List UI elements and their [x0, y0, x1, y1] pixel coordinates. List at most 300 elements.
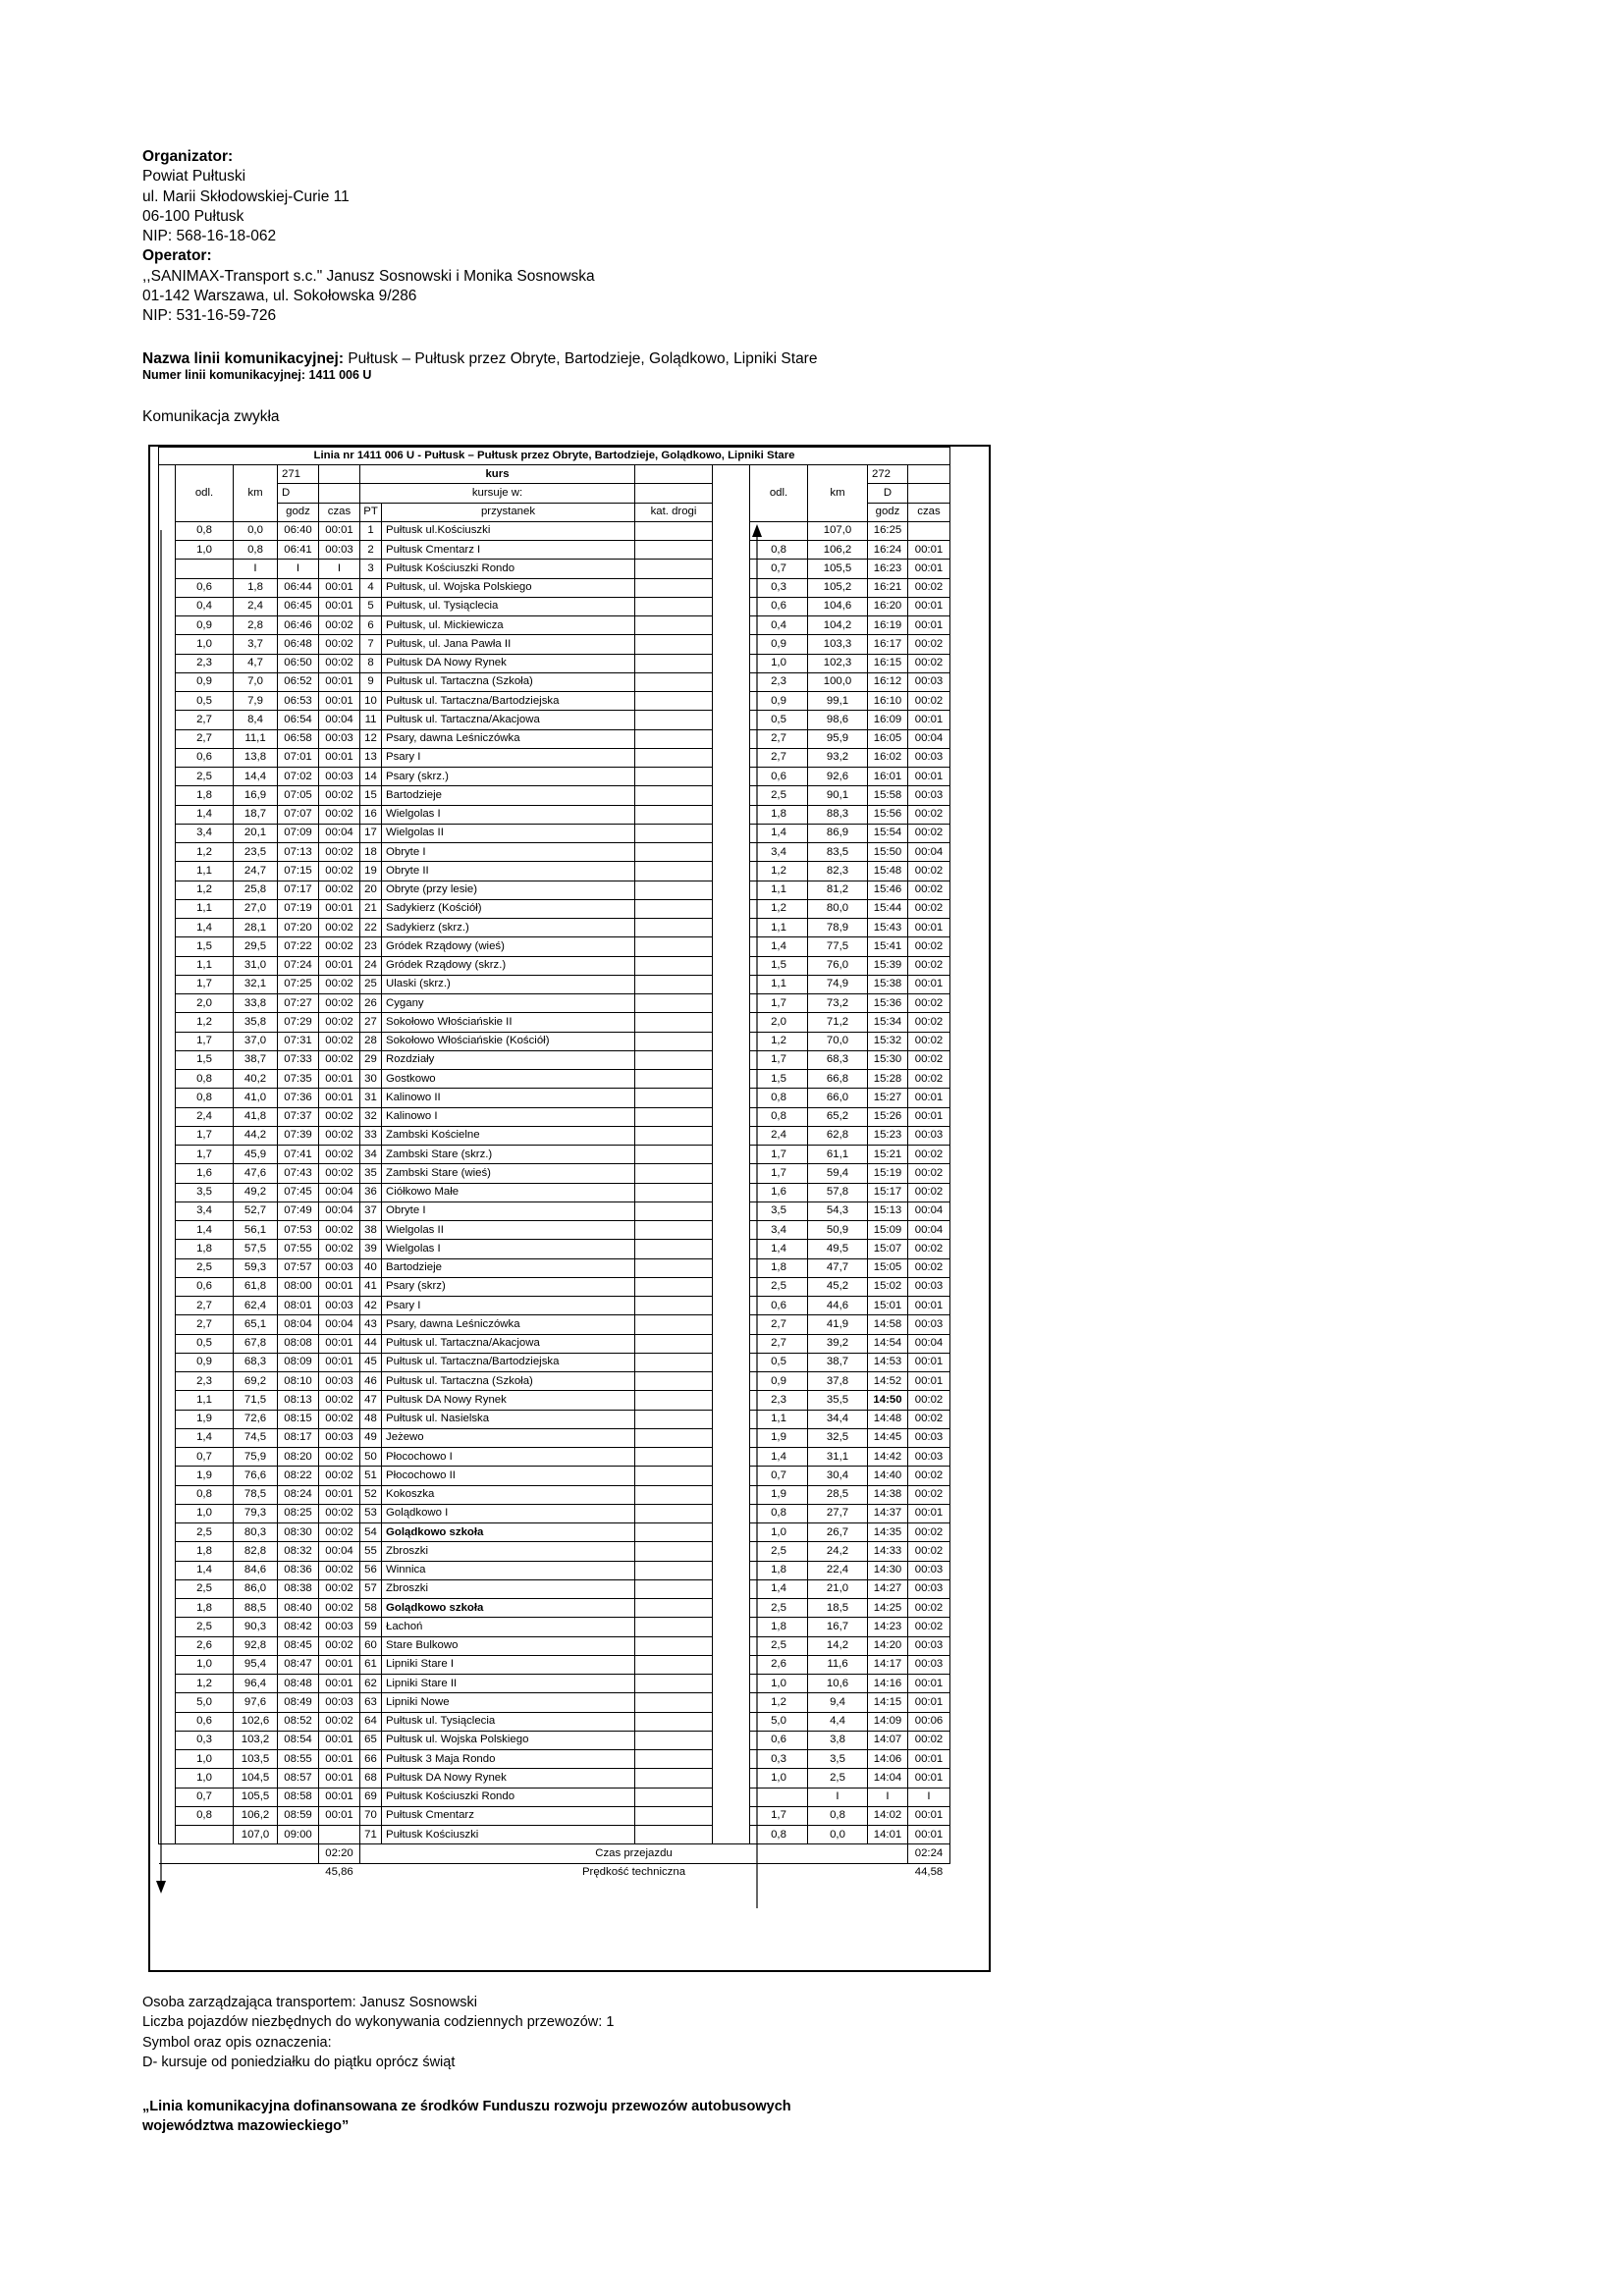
operator-line: 01-142 Warszawa, ul. Sokołowska 9/286 — [142, 288, 417, 305]
cell-odl: 1,0 — [176, 635, 234, 654]
stop-row — [159, 1599, 950, 1618]
cell-czas: 00:02 — [319, 1448, 360, 1467]
cell-kat-drogi — [635, 1277, 713, 1296]
cell-godz: 07:07 — [278, 805, 319, 824]
spacer — [713, 654, 750, 672]
cell-godz-return: 16:05 — [868, 729, 908, 748]
cell-godz: 08:45 — [278, 1636, 319, 1655]
cell-odl: 1,2 — [176, 1675, 234, 1693]
spacer — [713, 1467, 750, 1485]
cell-odl-return: 1,1 — [750, 975, 808, 993]
cell-czas-return: 00:04 — [908, 1201, 950, 1220]
cell-stop-name: Pułtusk, ul. Mickiewicza — [382, 616, 635, 635]
spacer — [713, 1221, 750, 1240]
header-kurs: kurs — [360, 465, 635, 484]
cell-czas-return: 00:03 — [908, 1315, 950, 1334]
cell-stop-name: Psary (skrz.) — [382, 768, 635, 786]
cell-stop-name: Lipniki Nowe — [382, 1693, 635, 1712]
line-number: Numer linii komunikacyjnej: 1411 006 U — [142, 368, 372, 382]
cell-czas: 00:01 — [319, 748, 360, 767]
cell-odl-return: 0,6 — [750, 1731, 808, 1749]
cell-godz: 06:40 — [278, 521, 319, 540]
cell-km: 38,7 — [234, 1050, 278, 1069]
spacer — [713, 1258, 750, 1277]
cell-stop-name: Kokoszka — [382, 1485, 635, 1504]
stop-row — [159, 805, 950, 824]
cell-pt: 39 — [360, 1240, 382, 1258]
cell-pt: 8 — [360, 654, 382, 672]
stop-row — [159, 1731, 950, 1749]
cell-odl: 0,8 — [176, 1485, 234, 1504]
cell-km: 37,0 — [234, 1032, 278, 1050]
spacer — [713, 1599, 750, 1618]
cell-godz-return: 15:44 — [868, 899, 908, 918]
cell-km: 32,1 — [234, 975, 278, 993]
cell-odl-return: 1,5 — [750, 1070, 808, 1089]
cell-godz: 07:53 — [278, 1221, 319, 1240]
cell-czas-return: 00:02 — [908, 1258, 950, 1277]
cell-stop-name: Płocochowo II — [382, 1467, 635, 1485]
cell-czas-return: 00:02 — [908, 1240, 950, 1258]
spacer — [713, 1107, 750, 1126]
line-name-label: Nazwa linii komunikacyjnej: — [142, 350, 345, 367]
cell-godz: 08:22 — [278, 1467, 319, 1485]
cell-odl-return: 3,5 — [750, 1201, 808, 1220]
cell-czas: 00:01 — [319, 1089, 360, 1107]
organizer-line: Powiat Pułtuski — [142, 168, 246, 186]
cell-czas: 00:01 — [319, 1769, 360, 1788]
cell-pt: 45 — [360, 1353, 382, 1371]
spacer — [713, 1032, 750, 1050]
cell-odl-return: 2,3 — [750, 1391, 808, 1410]
cell-km: 84,6 — [234, 1561, 278, 1579]
cell-km: 107,0 — [234, 1826, 278, 1844]
timetable — [158, 447, 950, 1882]
cell-godz: 07:43 — [278, 1164, 319, 1183]
spacer — [713, 672, 750, 691]
cell-kat-drogi — [635, 805, 713, 824]
cell-godz-return: 14:16 — [868, 1675, 908, 1693]
cell-pt: 46 — [360, 1372, 382, 1391]
cell-czas: 00:02 — [319, 635, 360, 654]
spacer — [713, 1788, 750, 1806]
stop-row — [159, 1258, 950, 1277]
cell-godz: 08:01 — [278, 1297, 319, 1315]
cell-godz: 06:45 — [278, 597, 319, 615]
cell-godz-return: 14:20 — [868, 1636, 908, 1655]
spacer — [159, 503, 176, 521]
cell-czas: 00:02 — [319, 975, 360, 993]
cell-km-return: 73,2 — [808, 994, 868, 1013]
cell-stop-name: Winnica — [382, 1561, 635, 1579]
cell-odl-return: 0,8 — [750, 1504, 808, 1522]
cell-odl-return: 2,4 — [750, 1126, 808, 1145]
cell-czas-return: 00:02 — [908, 1070, 950, 1089]
header-czas-return: czas — [908, 503, 950, 521]
cell-km: 4,7 — [234, 654, 278, 672]
cell-km: 79,3 — [234, 1504, 278, 1522]
cell-czas: 00:04 — [319, 1201, 360, 1220]
cell-stop-name: Golądkowo I — [382, 1504, 635, 1522]
cell-kat-drogi — [635, 768, 713, 786]
cell-czas: 00:02 — [319, 1013, 360, 1032]
cell-godz-return: 14:40 — [868, 1467, 908, 1485]
spacer — [713, 597, 750, 615]
cell-czas-return: 00:02 — [908, 578, 950, 597]
cell-odl-return: 0,5 — [750, 1353, 808, 1371]
cell-km-return: 38,7 — [808, 1353, 868, 1371]
cell-godz-return: 15:36 — [868, 994, 908, 1013]
cell-km-return: 82,3 — [808, 862, 868, 881]
spacer — [713, 1712, 750, 1731]
cell-km: 27,0 — [234, 899, 278, 918]
cell-km: 33,8 — [234, 994, 278, 1013]
cell-godz-return: 14:54 — [868, 1334, 908, 1353]
cell-stop-name: Sokołowo Włościańskie (Kościół) — [382, 1032, 635, 1050]
cell-godz-return: 15:38 — [868, 975, 908, 993]
cell-km-return: 47,7 — [808, 1258, 868, 1277]
cell-czas: 00:02 — [319, 1126, 360, 1145]
cell-km-return: 95,9 — [808, 729, 868, 748]
cell-odl-return: 2,7 — [750, 748, 808, 767]
cell-stop-name: Pułtusk ul. Tartaczna/Akacjowa — [382, 1334, 635, 1353]
cell-czas: 00:01 — [319, 1485, 360, 1504]
cell-km-return: 21,0 — [808, 1579, 868, 1598]
cell-odl: 0,8 — [176, 1806, 234, 1825]
cell-godz: 07:13 — [278, 843, 319, 862]
speed-left: 45,86 — [319, 1863, 360, 1882]
cell-czas: 00:03 — [319, 1297, 360, 1315]
stop-row — [159, 1655, 950, 1674]
cell-stop-name: Ulaski (skrz.) — [382, 975, 635, 993]
cell-pt: 2 — [360, 541, 382, 560]
cell-czas-return: 00:02 — [908, 1183, 950, 1201]
stop-row — [159, 1050, 950, 1069]
cell-czas-return: 00:01 — [908, 560, 950, 578]
cell-czas: 00:01 — [319, 597, 360, 615]
funding-line: „Linia komunikacyjna dofinansowana ze środków Funduszu rozwoju przewozów autobusowych — [142, 2099, 791, 2114]
cell-odl-return: 0,4 — [750, 616, 808, 635]
cell-stop-name: Pułtusk ul. Tartaczna (Szkoła) — [382, 672, 635, 691]
cell-godz: 09:00 — [278, 1826, 319, 1844]
cell-godz: 08:59 — [278, 1806, 319, 1825]
cell-godz-return: 15:48 — [868, 862, 908, 881]
cell-odl: 0,7 — [176, 1448, 234, 1467]
cell-odl-return: 1,9 — [750, 1428, 808, 1447]
cell-czas-return: 00:06 — [908, 1712, 950, 1731]
cell-godz-return: 16:24 — [868, 541, 908, 560]
stop-row — [159, 1277, 950, 1296]
cell-czas-return: 00:02 — [908, 692, 950, 711]
cell-czas-return: 00:02 — [908, 1618, 950, 1636]
cell-godz: 06:44 — [278, 578, 319, 597]
cell-km: 104,5 — [234, 1769, 278, 1788]
footer-travel-time-row — [159, 1844, 950, 1863]
cell-odl-return: 2,7 — [750, 1315, 808, 1334]
cell-pt: 43 — [360, 1315, 382, 1334]
cell-kat-drogi — [635, 1788, 713, 1806]
cell-kat-drogi — [635, 1579, 713, 1598]
cell-odl: 0,8 — [176, 521, 234, 540]
line-name-value: Pułtusk – Pułtusk przez Obryte, Bartodzieje, Golądkowo, Lipniki Stare — [344, 350, 818, 367]
cell-odl: 1,1 — [176, 956, 234, 975]
spacer — [713, 1070, 750, 1089]
cell-czas-return: 00:02 — [908, 881, 950, 899]
spacer — [713, 1391, 750, 1410]
cell-godz-return: 14:23 — [868, 1618, 908, 1636]
cell-godz: 06:41 — [278, 541, 319, 560]
cell-kat-drogi — [635, 1013, 713, 1032]
organizer-line: ul. Marii Skłodowskiej-Curie 11 — [142, 187, 350, 205]
cell-godz: 07:19 — [278, 899, 319, 918]
cell-czas: 00:03 — [319, 1693, 360, 1712]
cell-czas-return: 00:02 — [908, 1599, 950, 1618]
cell-stop-name: Pułtusk 3 Maja Rondo — [382, 1750, 635, 1769]
cell-godz: 07:17 — [278, 881, 319, 899]
stop-row — [159, 824, 950, 842]
cell-km: 14,4 — [234, 768, 278, 786]
cell-pt: 22 — [360, 919, 382, 937]
cell-czas-return: 00:04 — [908, 1334, 950, 1353]
cell-pt: 23 — [360, 937, 382, 956]
cell-pt: 3 — [360, 560, 382, 578]
cell-kat-drogi — [635, 521, 713, 540]
cell-kat-drogi — [635, 1561, 713, 1579]
cell-czas: 00:01 — [319, 1750, 360, 1769]
cell-km: 57,5 — [234, 1240, 278, 1258]
cell-godz-return: 15:30 — [868, 1050, 908, 1069]
cell-km: 7,0 — [234, 672, 278, 691]
spacer — [713, 1806, 750, 1825]
cell-pt: 16 — [360, 805, 382, 824]
cell-odl-return: 0,3 — [750, 578, 808, 597]
cell-km: 106,2 — [234, 1806, 278, 1825]
cell-km-return: 10,6 — [808, 1675, 868, 1693]
cell-pt: 17 — [360, 824, 382, 842]
cell-stop-name: Obryte II — [382, 862, 635, 881]
cell-kat-drogi — [635, 1712, 713, 1731]
cell-pt: 15 — [360, 786, 382, 805]
cell-godz: 07:05 — [278, 786, 319, 805]
cell-godz-return: 15:43 — [868, 919, 908, 937]
cell-czas-return: 00:03 — [908, 672, 950, 691]
cell-godz: 08:09 — [278, 1353, 319, 1371]
cell-km: 68,3 — [234, 1353, 278, 1371]
cell-km: 90,3 — [234, 1618, 278, 1636]
cell-km-return: 50,9 — [808, 1221, 868, 1240]
spacer — [713, 1146, 750, 1164]
spacer — [713, 1769, 750, 1788]
cell-kat-drogi — [635, 1523, 713, 1542]
stop-row — [159, 1391, 950, 1410]
stop-row — [159, 1448, 950, 1467]
cell-km-return: 14,2 — [808, 1636, 868, 1655]
cell-odl: 1,1 — [176, 1391, 234, 1410]
cell-km-return: 31,1 — [808, 1448, 868, 1467]
cell-stop-name: Golądkowo szkoła — [382, 1599, 635, 1618]
cell-czas-return: 00:02 — [908, 805, 950, 824]
cell-odl: 0,6 — [176, 748, 234, 767]
course-number-right: 272 — [868, 465, 908, 484]
stop-row — [159, 1070, 950, 1089]
spacer — [713, 635, 750, 654]
spacer — [713, 1579, 750, 1598]
cell-czas: 00:02 — [319, 616, 360, 635]
cell-godz: 08:47 — [278, 1655, 319, 1674]
cell-km-return: 4,4 — [808, 1712, 868, 1731]
cell-odl: 0,5 — [176, 1334, 234, 1353]
cell-odl: 1,8 — [176, 786, 234, 805]
stop-row — [159, 1126, 950, 1145]
cell-kat-drogi — [635, 1485, 713, 1504]
cell-kat-drogi — [635, 1618, 713, 1636]
cell-kat-drogi — [635, 843, 713, 862]
cell-kat-drogi — [635, 1164, 713, 1183]
cell-kat-drogi — [635, 899, 713, 918]
cell-odl-return: 1,8 — [750, 805, 808, 824]
cell-czas-return: 00:01 — [908, 919, 950, 937]
cell-kat-drogi — [635, 881, 713, 899]
cell-czas: 00:02 — [319, 1107, 360, 1126]
cell-godz: 07:33 — [278, 1050, 319, 1069]
cell-odl: 1,4 — [176, 1428, 234, 1447]
cell-stop-name: Psary, dawna Leśniczówka — [382, 729, 635, 748]
cell-pt: 58 — [360, 1599, 382, 1618]
spacer — [713, 1618, 750, 1636]
spacer — [713, 843, 750, 862]
cell-czas: 00:01 — [319, 1334, 360, 1353]
cell-godz-return: 15:19 — [868, 1164, 908, 1183]
cell-stop-name: Sadykierz (Kościół) — [382, 899, 635, 918]
cell-czas-return: 00:02 — [908, 654, 950, 672]
stop-row — [159, 1315, 950, 1334]
cell-km: 95,4 — [234, 1655, 278, 1674]
cell-odl — [176, 1826, 234, 1844]
cell-odl-return: 2,5 — [750, 1599, 808, 1618]
cell-godz: 08:54 — [278, 1731, 319, 1749]
spacer — [713, 768, 750, 786]
cell-czas: 00:02 — [319, 1467, 360, 1485]
cell-godz-return: 15:23 — [868, 1126, 908, 1145]
stop-row — [159, 881, 950, 899]
organizer-line: 06-100 Pułtusk — [142, 207, 244, 225]
stop-row — [159, 1561, 950, 1579]
cell-czas: 00:02 — [319, 994, 360, 1013]
cell-odl: 1,2 — [176, 881, 234, 899]
cell-pt: 68 — [360, 1769, 382, 1788]
stop-row — [159, 768, 950, 786]
stop-row — [159, 1542, 950, 1561]
cell-km: 31,0 — [234, 956, 278, 975]
cell-km-return: 32,5 — [808, 1428, 868, 1447]
cell-odl-return: 1,2 — [750, 1693, 808, 1712]
cell-czas: 00:02 — [319, 1561, 360, 1579]
cell-czas: 00:02 — [319, 881, 360, 899]
cell-stop-name: Pułtusk, ul. Tysiąclecia — [382, 597, 635, 615]
cell-godz: 07:20 — [278, 919, 319, 937]
cell-godz-return: 15:13 — [868, 1201, 908, 1220]
cell-pt: 28 — [360, 1032, 382, 1050]
cell-czas-return: 00:03 — [908, 1126, 950, 1145]
spacer — [713, 975, 750, 993]
cell-odl-return: 3,4 — [750, 1221, 808, 1240]
cell-kat-drogi — [635, 635, 713, 654]
cell-odl-return: 1,2 — [750, 862, 808, 881]
cell-km: 67,8 — [234, 1334, 278, 1353]
cell-czas: 00:02 — [319, 1050, 360, 1069]
cell-godz: 07:02 — [278, 768, 319, 786]
cell-odl: 0,7 — [176, 1788, 234, 1806]
cell-czas: 00:02 — [319, 1240, 360, 1258]
spacer — [713, 1693, 750, 1712]
cell-godz-return: 14:02 — [868, 1806, 908, 1825]
cell-godz: 08:48 — [278, 1675, 319, 1693]
cell-godz: 08:49 — [278, 1693, 319, 1712]
cell-kat-drogi — [635, 1504, 713, 1522]
cell-czas-return: 00:02 — [908, 1485, 950, 1504]
header-kursuje: kursuje w: — [360, 484, 635, 503]
cell-odl-return: 2,5 — [750, 1542, 808, 1561]
cell-kat-drogi — [635, 1769, 713, 1788]
direction-down-arrow-icon — [155, 530, 167, 1895]
cell-czas: 00:03 — [319, 729, 360, 748]
spacer — [713, 560, 750, 578]
cell-godz-return: 14:25 — [868, 1599, 908, 1618]
cell-godz: 08:32 — [278, 1542, 319, 1561]
cell-odl-return: 0,8 — [750, 1107, 808, 1126]
cell-km: 44,2 — [234, 1126, 278, 1145]
stop-row — [159, 1240, 950, 1258]
cell-km: 103,5 — [234, 1750, 278, 1769]
cell-odl: 1,9 — [176, 1410, 234, 1428]
cell-stop-name: Pułtusk ul. Wojska Polskiego — [382, 1731, 635, 1749]
cell-km: 24,7 — [234, 862, 278, 881]
cell-godz: 08:30 — [278, 1523, 319, 1542]
cell-stop-name: Zbroszki — [382, 1579, 635, 1598]
cell-km-return: 26,7 — [808, 1523, 868, 1542]
cell-czas: 00:02 — [319, 1410, 360, 1428]
cell-odl-return: 0,7 — [750, 560, 808, 578]
cell-odl: 0,3 — [176, 1731, 234, 1749]
cell-km: 0,8 — [234, 541, 278, 560]
cell-odl — [176, 560, 234, 578]
stop-row — [159, 1201, 950, 1220]
cell-odl-return: 1,4 — [750, 937, 808, 956]
header-blank — [908, 465, 950, 484]
cell-czas: 00:01 — [319, 692, 360, 711]
cell-km: 41,0 — [234, 1089, 278, 1107]
cell-czas: 00:02 — [319, 862, 360, 881]
cell-godz-return: 16:17 — [868, 635, 908, 654]
cell-km: 82,8 — [234, 1542, 278, 1561]
cell-stop-name: Gostkowo — [382, 1070, 635, 1089]
cell-czas: 00:02 — [319, 919, 360, 937]
cell-stop-name: Pułtusk ul. Tysiąclecia — [382, 1712, 635, 1731]
cell-stop-name: Gródek Rządowy (skrz.) — [382, 956, 635, 975]
travel-time-label: Czas przejazdu — [360, 1844, 908, 1863]
cell-odl: 1,8 — [176, 1542, 234, 1561]
stop-row — [159, 1428, 950, 1447]
cell-czas-return: 00:02 — [908, 1731, 950, 1749]
cell-km-return: 77,5 — [808, 937, 868, 956]
cell-godz-return: 14:17 — [868, 1655, 908, 1674]
spacer — [713, 805, 750, 824]
cell-kat-drogi — [635, 672, 713, 691]
cell-pt: 9 — [360, 672, 382, 691]
cell-czas: 00:04 — [319, 824, 360, 842]
cell-czas-return: 00:01 — [908, 1107, 950, 1126]
stop-row — [159, 1410, 950, 1428]
